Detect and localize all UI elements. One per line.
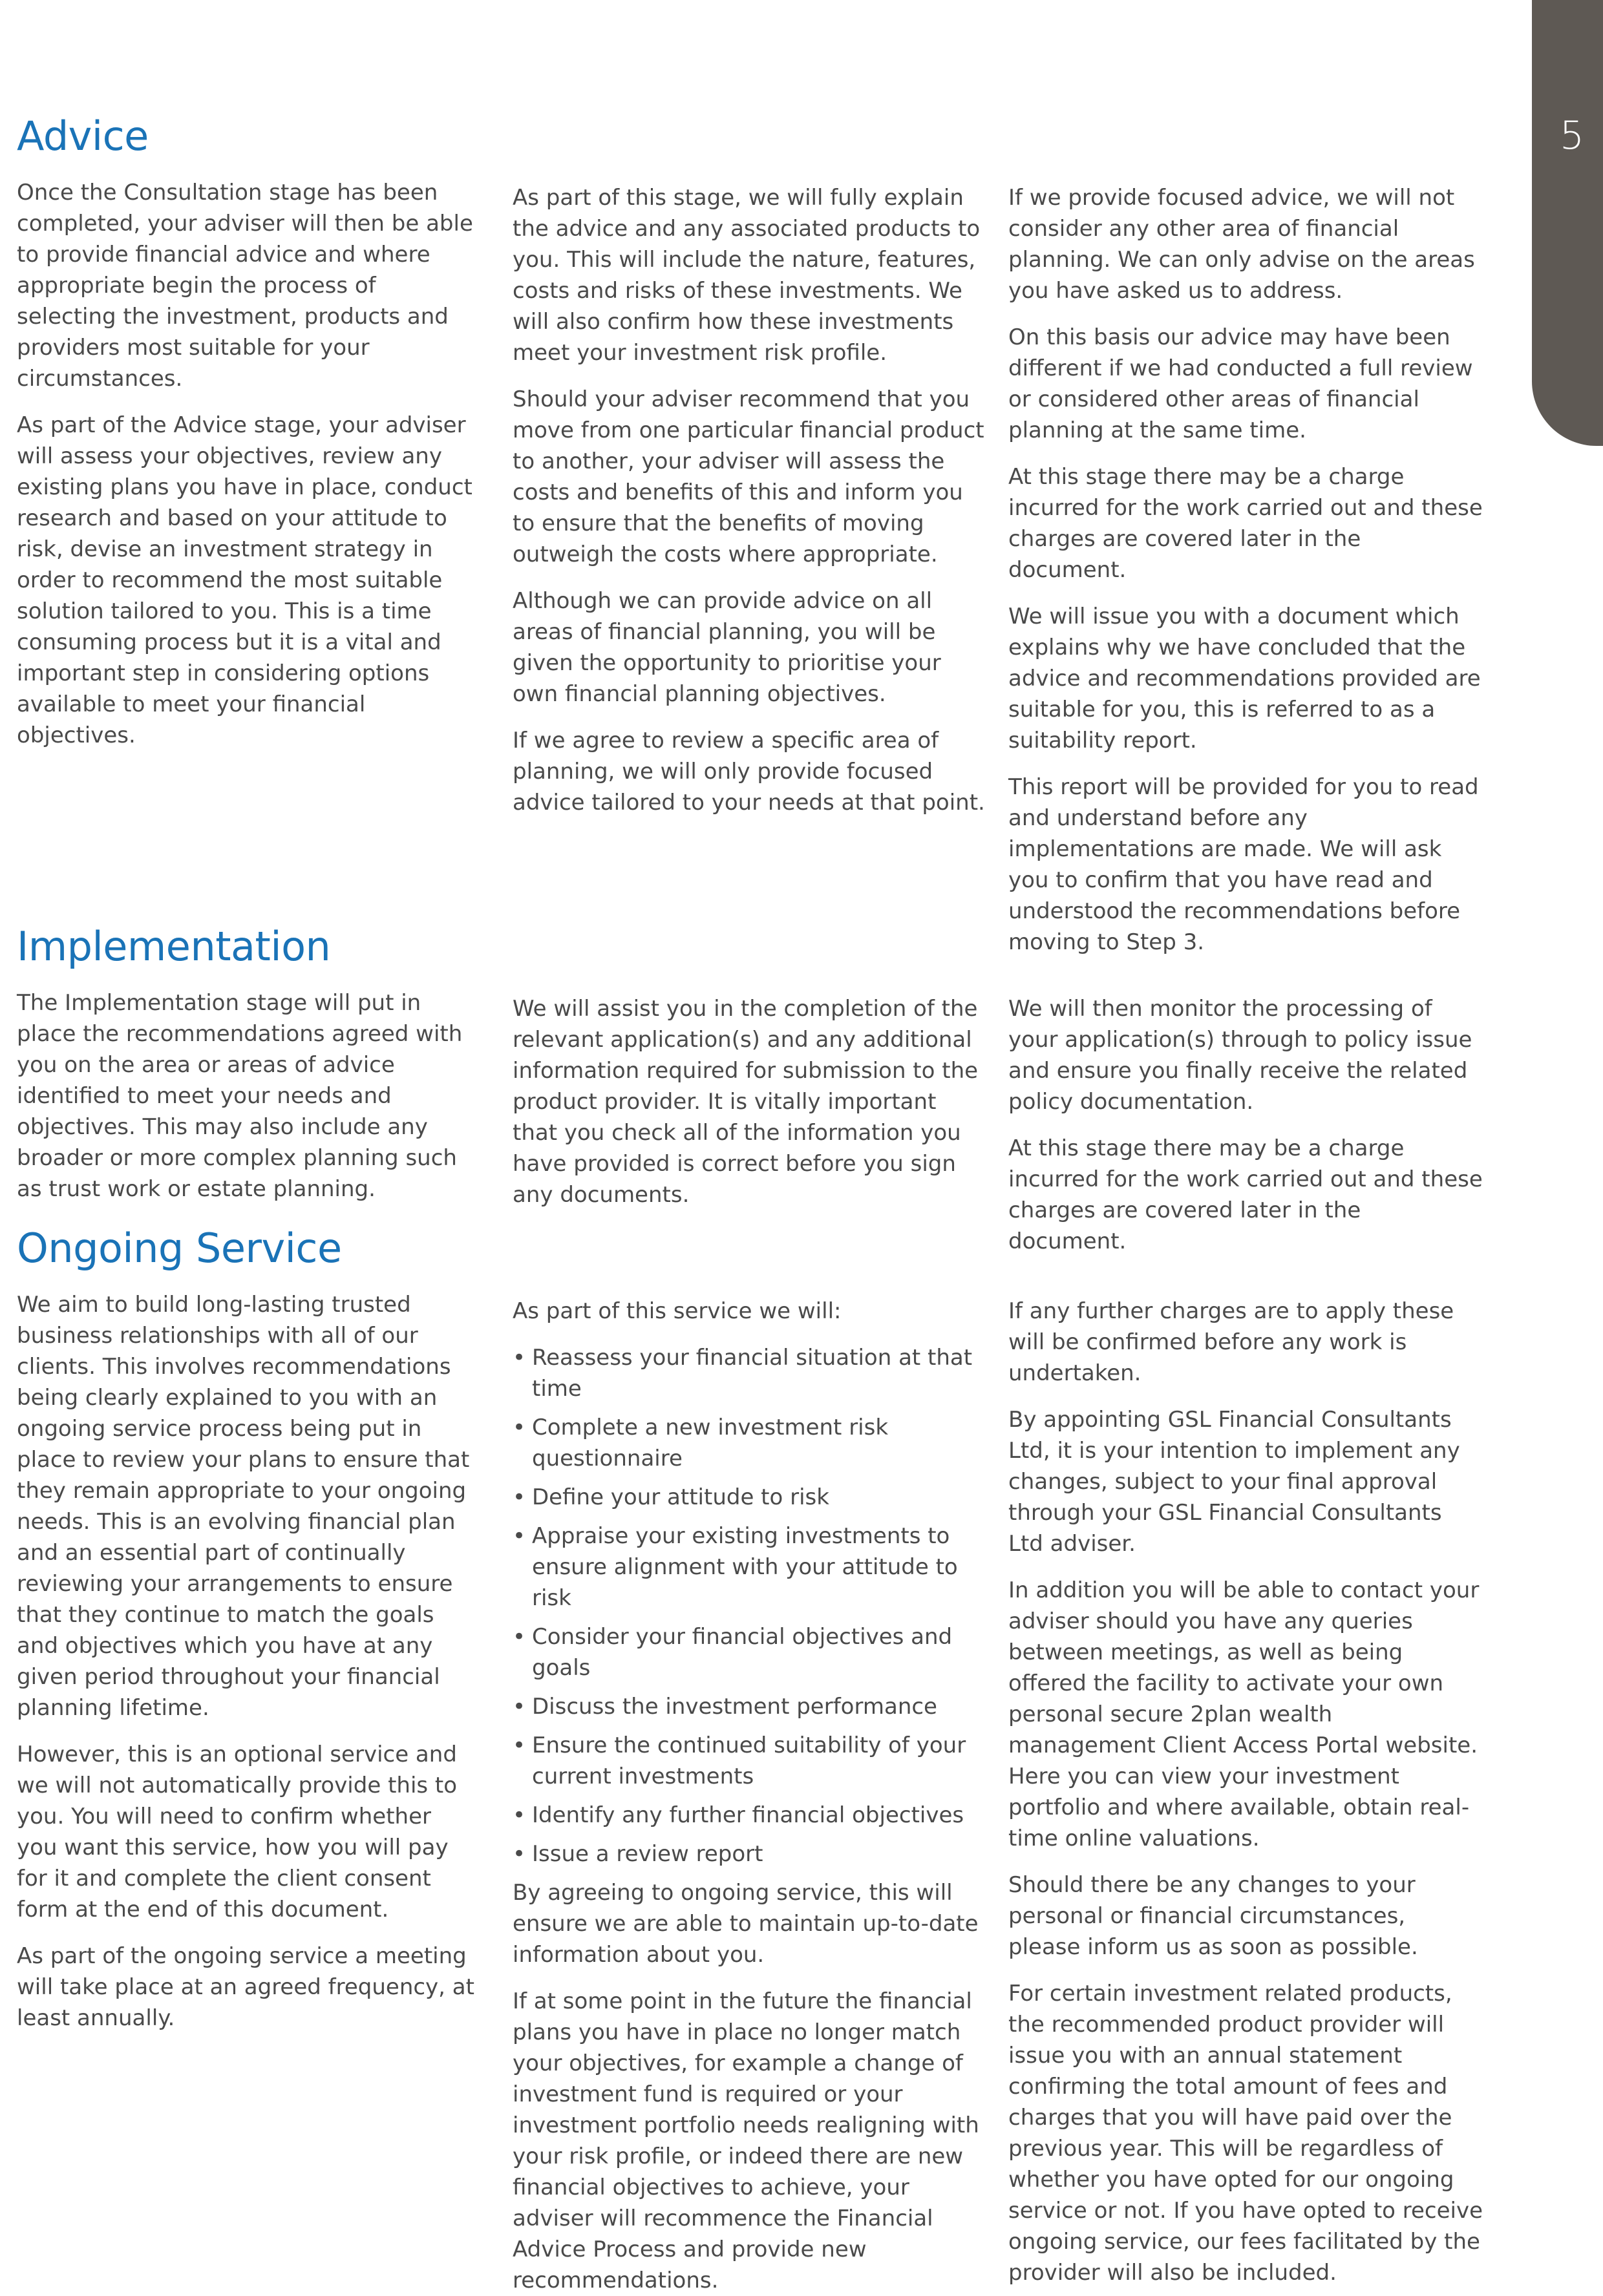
paragraph: If we agree to review a specific area of planning, we will only provide focused advice tailored to your needs at that point. [513,728,985,816]
paragraph: As part of this stage, we will fully explain the advice and any associated products to you. This will include the nature, features, costs and risks of these investments. We will also confirm how these investments meet your investment risk profile. [513,185,981,366]
bullet-intro: As part of this service we will: [513,1298,842,1324]
list-item: • Appraise your existing investments to ensure alignment with your attitude to risk [513,1521,988,1614]
paragraph: Once the Consultation stage has been completed, your adviser will then be able to provide financial advice and where appropriate begin the process of selecting the investment, products and providers most suitable for your circumstances. [17,180,473,392]
ongoing-column-1 [17,1289,476,2034]
list-item: • Discuss the investment performance [513,1691,988,1722]
paragraph: This report will be provided for you to read and understand before any implementations are made. We will ask you to confirm that you have read and understood the recommendations before moving to Step 3. [1008,774,1479,955]
paragraph: The Implementation stage will put in place the recommendations agreed with you on the area or areas of advice identified to meet your needs and objectives. This may also include any broader or more complex planning such as trust work or estate planning. [17,990,463,1202]
ongoing-service-heading: Ongoing Service [17,1225,342,1272]
implementation-column-1 [17,987,476,1205]
paragraph: In addition you will be able to contact your adviser should you have any queries between meetings, as well as being offered the facility to activate your own personal secure 2plan wealth management Client Access Portal website. Here you can view your investment portfolio and where available, obtain real-time online valuations. [1008,1577,1480,1851]
paragraph: As part of the ongoing service a meeting will take place at an agreed frequency, at least annually. [17,1943,474,2031]
advice-column-1 [17,177,476,751]
advice-column-2 [513,182,988,818]
paragraph: If any further charges are to apply these will be confirmed before any work is undertaken. [1008,1298,1454,1386]
list-item: • Reassess your financial situation at that time [513,1342,988,1404]
list-item: • Consider your financial objectives and goals [513,1621,988,1683]
paragraph: For certain investment related products, the recommended product provider will issue you with an annual statement confirming the total amount of fees and charges that you will have paid over the previous year. This will be regardless of whether you have opted for our ongoing service or not. If you have opted to receive ongoing service, our fees facilitated by the provider will also be included. [1008,1981,1483,2286]
list-item: • Complete a new investment risk questionnaire [513,1412,988,1474]
list-item: • Ensure the continued suitability of your current investments [513,1730,988,1792]
paragraph: We will assist you in the completion of the relevant application(s) and any additional information required for submission to the product provider. It is vitally important that you check all of the information you have provided is correct before you sign any documents. [513,996,979,1208]
paragraph: We will issue you with a document which explains why we have concluded that the advice and recommendations provided are suitable for you, this is referred to as a suitability report. [1008,604,1481,753]
ongoing-column-3 [1008,1296,1483,2288]
paragraph: If we provide focused advice, we will not consider any other area of financial planning. We can only advise on the areas you have asked us to address. [1008,185,1475,304]
paragraph: Should your adviser recommend that you move from one particular financial product to another, your adviser will assess the costs and benefits of this and inform you to ensure that the benefits of moving outweigh the costs where appropriate. [513,386,984,567]
paragraph: We will then monitor the processing of your application(s) through to policy issue and ensure you finally receive the related policy documentation. [1008,996,1472,1115]
page-tab [1532,0,1603,446]
paragraph: As part of the Advice stage, your adviser will assess your objectives, review any existing plans you have in place, conduct research and based on your attitude to risk, devise an investment strategy in order to recommend the most suitable solution tailored to you. This is a time consuming process but it is a vital and important step in considering options available to meet your financial objectives. [17,412,472,748]
paragraph: On this basis our advice may have been different if we had conducted a full review or considered other areas of financial planning at the same time. [1008,324,1473,443]
paragraph: At this stage there may be a charge incurred for the work carried out and these charges are covered later in the document. [1008,464,1483,583]
paragraph: By agreeing to ongoing service, this will ensure we are able to maintain up-to-date information about you. [513,1880,979,1968]
list-item: • Define your attitude to risk [513,1482,988,1513]
list-item: • Issue a review report [513,1838,988,1869]
paragraph: However, this is an optional service and we will not automatically provide this to you. You will need to confirm whether you want this service, how you will pay for it and complete the client consent form at the end of this document. [17,1742,458,1922]
page-number: 5 [1559,113,1585,158]
implementation-column-2 [513,993,988,1210]
paragraph: Although we can provide advice on all areas of financial planning, you will be given the opportunity to prioritise your own financial planning objectives. [513,588,941,707]
paragraph: If at some point in the future the financial plans you have in place no longer match your objectives, for example a change of investment fund is required or your investment portfolio needs realigning with your risk profile, or indeed there are new financial objectives to achieve, your adviser will recommence the Financial Advice Process and provide new recommendations. [513,1988,979,2293]
paragraph: By appointing GSL Financial Consultants Ltd, it is your intention to implement any changes, subject to your final approval through your GSL Financial Consultants Ltd adviser. [1008,1407,1460,1557]
paragraph: Should there be any changes to your personal or financial circumstances, please inform us as soon as possible. [1008,1872,1418,1960]
paragraph: We aim to build long-lasting trusted business relationships with all of our clients. This involves recommendations being clearly explained to you with an ongoing service process being put in place to review your plans to ensure that they remain appropriate to your ongoing needs. This is an evolving financial plan and an essential part of continually reviewing your arrangements to ensure that they continue to match the goals and objectives which you have at any given period throughout your financial planning lifetime. [17,1292,470,1721]
implementation-heading: Implementation [17,923,331,970]
ongoing-column-2 [513,1296,988,2296]
service-bullet-list [513,1342,988,1869]
advice-column-3 [1008,182,1483,958]
list-item: • Identify any further financial objectives [513,1800,988,1831]
paragraph: At this stage there may be a charge incurred for the work carried out and these charges are covered later in the document. [1008,1135,1483,1254]
implementation-column-3 [1008,993,1483,1257]
advice-heading: Advice [17,112,149,160]
